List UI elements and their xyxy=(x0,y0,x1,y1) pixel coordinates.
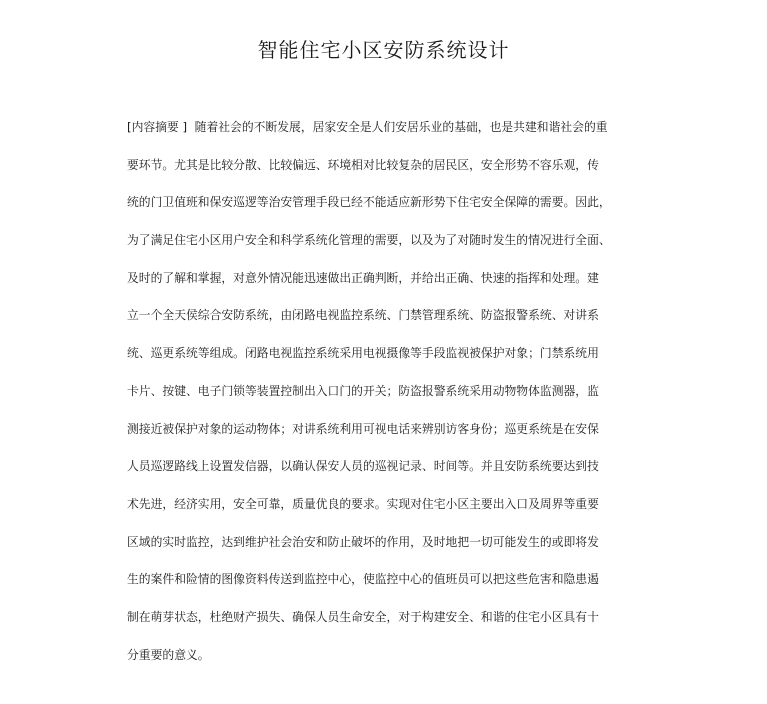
abstract-label: [内容摘要 ] xyxy=(127,120,188,134)
abstract-line: 统、巡更系统等组成。闭路电视监控系统采用电视摄像等手段监视被保护对象；门禁系统用 xyxy=(127,346,599,361)
abstract-line xyxy=(127,116,637,154)
abstract-line: 制在萌芽状态，杜绝财产损失、确保人员生命安全，对于构建安全、和谐的住宅小区具有十 xyxy=(127,609,599,624)
abstract-line: 要环节。尤其是比较分散、比较偏远、环境相对比较复杂的居民区，安全形势不容乐观，传 xyxy=(127,157,599,172)
abstract-line: 术先进，经济实用，安全可靠，质量优良的要求。实现对住宅小区主要出入口及周界等重要 xyxy=(127,496,599,511)
abstract-line: 生的案件和险情的图像资料传送到监控中心，使监控中心的值班员可以把这些危害和隐患遏 xyxy=(127,572,599,587)
abstract-line: 立一个全天侯综合安防系统，由闭路电视监控系统、门禁管理系统、防盗报警系统、对讲系 xyxy=(127,308,599,323)
abstract-line: 卡片、按键、电子门锁等装置控制出入口门的开关；防盗报警系统采用动物物体监测器，监 xyxy=(127,383,599,398)
document-title: 智能住宅小区安防系统设计 xyxy=(257,38,510,62)
abstract-line: 统的门卫值班和保安巡逻等治安管理手段已经不能适应新形势下住宅安全保障的需要。因此， xyxy=(127,195,611,210)
abstract-line: 测接近被保护对象的运动物体；对讲系统利用可视电话来辨别访客身份；巡更系统是在安保 xyxy=(127,421,599,436)
abstract-line-text: 随着社会的不断发展，居家安全是人们安居乐业的基础，也是共建和谐社会的重 xyxy=(194,120,608,134)
abstract-line: 区域的实时监控，达到维护社会治安和防止破坏的作用，及时地把一切可能发生的或即将发 xyxy=(127,534,599,549)
abstract-line: 分重要的意义。 xyxy=(127,647,210,662)
abstract-paragraph xyxy=(127,116,637,681)
abstract-line: 人员巡逻路线上设置发信器，以确认保安人员的巡视记录、时间等。并且安防系统要达到技 xyxy=(127,459,599,474)
abstract-line: 为了满足住宅小区用户安全和科学系统化管理的需要，以及为了对随时发生的情况进行全面、 xyxy=(127,233,611,248)
abstract-line: 及时的了解和掌握，对意外情况能迅速做出正确判断，并给出正确、快速的指挥和处理。建 xyxy=(127,270,599,285)
